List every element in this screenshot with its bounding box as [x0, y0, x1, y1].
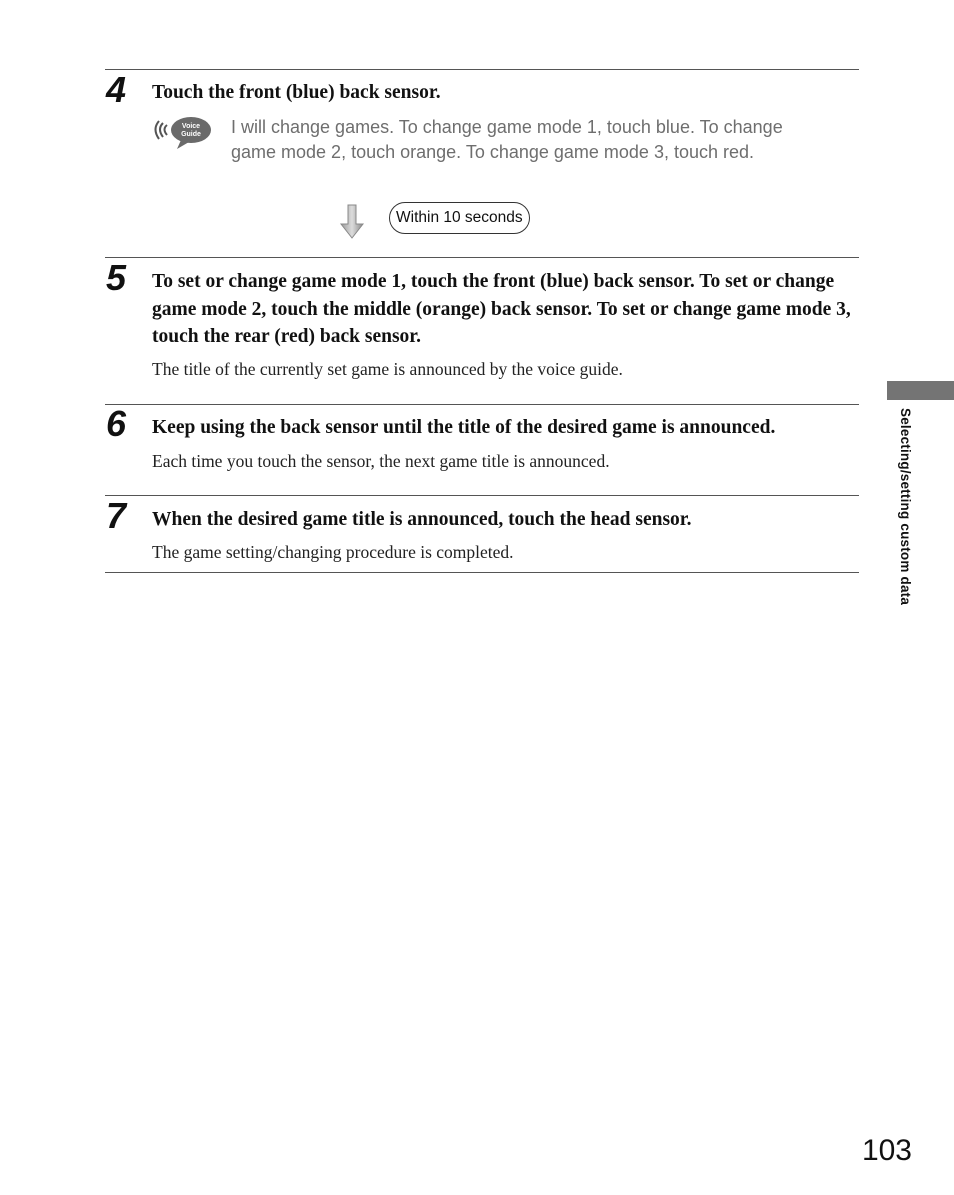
voice-guide-text: I will change games. To change game mode 1, touch blue. To change game mode 2, touch orange. To change game mode 3, touch red. — [231, 117, 783, 162]
voice-icon-text-2: Guide — [181, 131, 201, 138]
voice-icon-text-1: Voice — [181, 123, 201, 130]
divider-top — [105, 69, 859, 70]
step-title: When the desired game title is announced, touch the head sensor. — [152, 509, 692, 530]
step-title: To set or change game mode 1, touch the front (blue) back sensor. To set or change game mode 2, touch the middle (orange) back sensor. To set or change game mode 3, touch the rear (red) back sensor. — [152, 271, 851, 347]
step-number: 5 — [106, 257, 127, 298]
step-description: Each time you touch the sensor, the next game title is announced. — [152, 451, 610, 471]
step-title: Touch the front (blue) back sensor. — [152, 82, 441, 103]
step-number: 6 — [106, 403, 127, 444]
step-description: The title of the currently set game is announced by the voice guide. — [152, 359, 623, 379]
section-tab — [887, 381, 954, 400]
divider-bottom — [105, 572, 859, 573]
divider — [105, 257, 859, 258]
arrow-down-icon — [339, 204, 365, 240]
step-number: 4 — [106, 69, 127, 110]
step-number: 7 — [106, 495, 127, 536]
section-label: Selecting/setting custom data — [898, 408, 913, 606]
step-description: The game setting/changing procedure is completed. — [152, 542, 514, 562]
timer-badge: Within 10 seconds — [389, 202, 530, 234]
divider — [105, 404, 859, 405]
page-number: 103 — [861, 1134, 912, 1167]
voice-guide-icon — [151, 115, 213, 153]
divider — [105, 495, 859, 496]
step-title: Keep using the back sensor until the title of the desired game is announced. — [152, 417, 776, 438]
